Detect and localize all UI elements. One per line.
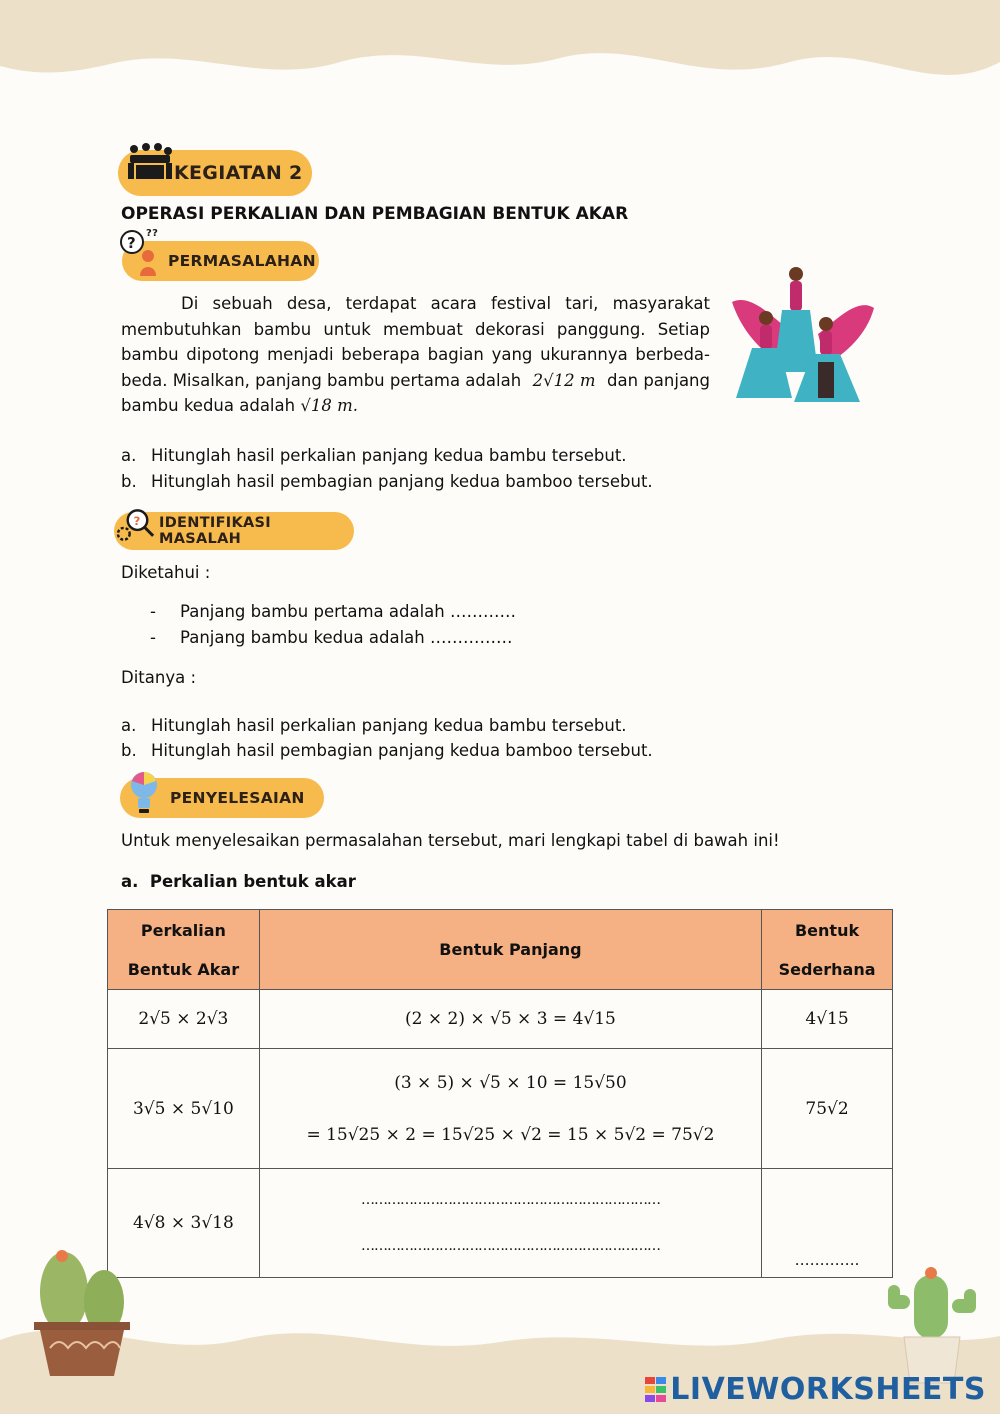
known-item-1 (150, 599, 516, 625)
asked-question-b (121, 738, 653, 764)
row-1-expression: 2√5 × 2√3 (108, 990, 260, 1049)
penyelesaian-label: PENYELESAIAN (170, 789, 305, 807)
group-meeting-icon (122, 139, 176, 193)
asked-question-b-text: Hitunglah hasil pembagian panjang kedua bamboo tersebut. (151, 741, 653, 760)
header-bentuk-panjang: Bentuk Panjang (259, 910, 761, 990)
svg-text:?: ? (133, 514, 141, 529)
question-b-marker: b. (121, 472, 137, 491)
permasalahan-label: PERMASALAHAN (168, 252, 316, 270)
problem-line-1: Di sebuah desa, terdapat acara festival tari, masyarakat (181, 294, 710, 313)
header-perkalian-line-2: Bentuk Akar (127, 959, 240, 979)
liveworksheets-logo-icon (645, 1377, 667, 1403)
known-item-1-dash: - (150, 602, 156, 621)
row-1-simple-form: 4√15 (762, 990, 893, 1049)
problem-line-2: membutuhkan bambu untuk membuat dekorasi panggung. Setiap (121, 319, 710, 339)
problem-line-4-start: beda. Misalkan, panjang bambu pertama adalah (121, 370, 522, 390)
bamboo-1-length: 2√12 m (532, 370, 596, 390)
row-3-long-form[interactable] (259, 1169, 761, 1278)
known-item-2-dash: - (150, 628, 156, 647)
row-3-simple-blank[interactable]: …………. (762, 1169, 893, 1278)
problem-line-5-start: bambu kedua adalah (121, 396, 296, 415)
identifikasi-label: IDENTIFIKASI MASALAH (159, 515, 271, 547)
known-item-2-text: Panjang bambu kedua adalah …………… (180, 628, 513, 647)
penyelesaian-badge (120, 778, 324, 818)
header-perkalian-line-1: Perkalian (140, 920, 226, 940)
row-1-long-line-1: (2 × 2) × √5 × 3 = 4√15 (405, 1009, 616, 1029)
solution-intro: Untuk menyelesaikan permasalahan tersebut, mari lengkapi tabel di bawah ini! (121, 831, 780, 850)
kegiatan-label: KEGIATAN 2 (174, 162, 303, 184)
lightbulb-icon (124, 767, 164, 817)
asked-question-a-text: Hitunglah hasil perkalian panjang kedua bambu tersebut. (151, 716, 627, 735)
solution-subtitle: a. Perkalian bentuk akar (121, 872, 356, 891)
problem-line-5 (121, 393, 710, 419)
magnifier-gear-icon (114, 502, 157, 550)
question-a-marker: a. (121, 446, 137, 465)
identifikasi-badge (114, 512, 354, 550)
question-a (121, 443, 627, 469)
row-2-long-line-2: = 15√25 × 2 = 15√25 × √2 = 15 × 5√2 = 75√2 (306, 1124, 715, 1145)
asked-question-b-marker: b. (121, 741, 137, 760)
row-3-expression: 4√8 × 3√18 (108, 1169, 260, 1278)
question-a-text: Hitunglah hasil perkalian panjang kedua bambu tersebut. (151, 446, 627, 465)
cactus-pot-right-decoration (880, 1265, 984, 1385)
multiplication-table (107, 909, 893, 1278)
diketahui-label: Diketahui : (121, 563, 211, 582)
known-item-2 (150, 625, 512, 651)
problem-line-4 (121, 368, 710, 394)
known-item-1-text: Panjang bambu pertama adalah ………… (180, 602, 516, 621)
bamboo-2-length: √18 m. (300, 396, 358, 415)
problem-paragraph (121, 291, 710, 419)
ditanya-label: Ditanya : (121, 668, 197, 687)
asked-question-a (121, 713, 627, 739)
header-perkalian (108, 910, 260, 990)
asked-question-a-marker: a. (121, 716, 137, 735)
table-row (108, 1049, 893, 1169)
header-sederhana-line-2: Sederhana (778, 959, 876, 979)
row-3-answer-blank-2[interactable]: …………………………………………………………… (360, 1238, 660, 1254)
row-2-long-form (259, 1049, 761, 1169)
row-2-long-line-1: (3 × 5) × √5 × 10 = 15√50 (394, 1072, 627, 1093)
header-sederhana-line-1: Bentuk (794, 920, 860, 940)
dancers-illustration (722, 262, 884, 408)
liveworksheets-logo-text: LIVEWORKSHEETS (670, 1372, 986, 1407)
table-row (108, 1169, 893, 1278)
question-person-icon (118, 226, 166, 278)
svg-text:?: ? (127, 234, 137, 252)
question-b-text: Hitunglah hasil pembagian panjang kedua bamboo tersebut. (151, 472, 653, 491)
row-1-long-form (259, 990, 761, 1049)
liveworksheets-logo (645, 1372, 986, 1407)
table-header-row (108, 910, 893, 990)
row-3-answer-blank-1[interactable]: …………………………………………………………… (360, 1192, 660, 1208)
kegiatan-badge (118, 150, 312, 196)
header-bentuk-sederhana (762, 910, 893, 990)
page-title: OPERASI PERKALIAN DAN PEMBAGIAN BENTUK AKAR (121, 204, 629, 224)
row-2-expression: 3√5 × 5√10 (108, 1049, 260, 1169)
table-row (108, 990, 893, 1049)
top-wave-decoration (0, 0, 1000, 110)
row-2-simple-form: 75√2 (762, 1049, 893, 1169)
question-b (121, 469, 653, 495)
problem-line-4-end: dan panjang (607, 370, 710, 390)
permasalahan-badge (122, 228, 319, 281)
svg-text:??: ?? (146, 228, 159, 239)
problem-line-3: bambu dipotong menjadi beberapa bagian yang ukurannya berbeda- (121, 345, 710, 364)
cactus-pot-left-decoration (30, 1250, 134, 1380)
